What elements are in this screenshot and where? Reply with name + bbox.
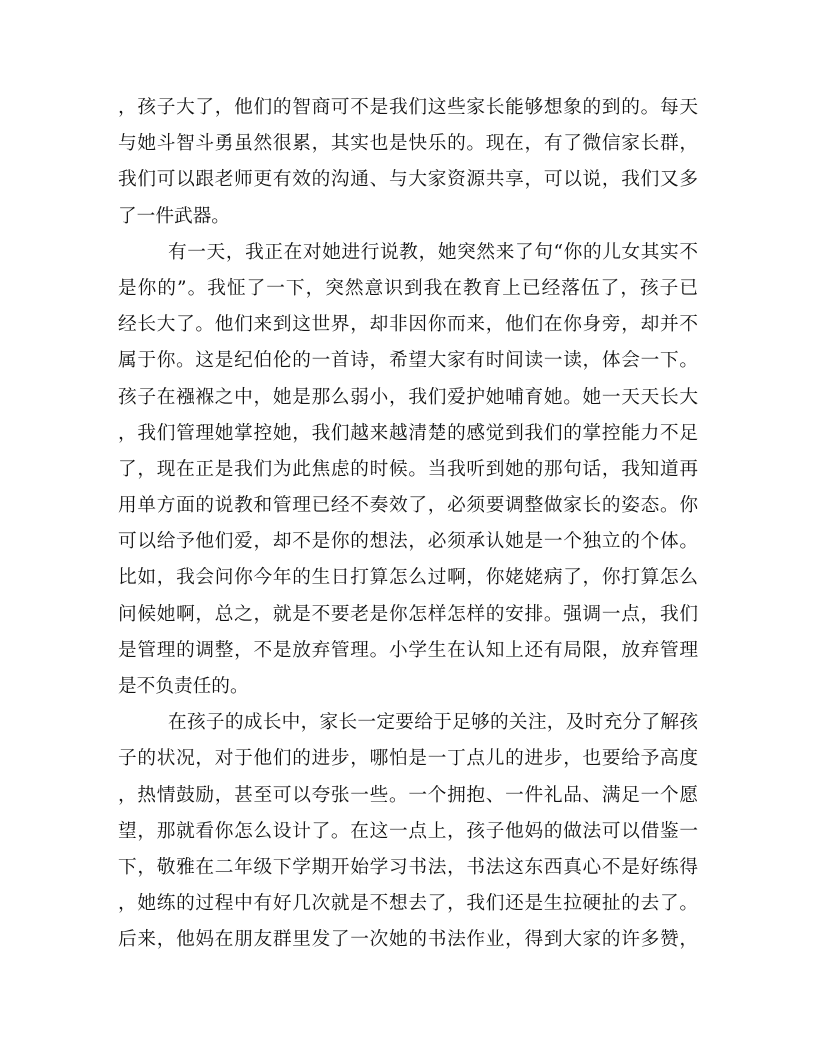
text-line: ，我们管理她掌控她，我们越来越清楚的感觉到我们的掌控能力不足 xyxy=(118,422,698,444)
text-line: 后来，他妈在朋友群里发了一次她的书法作业，得到大家的许多赞， xyxy=(118,929,698,951)
text-line: ，她练的过程中有好几次就是不想去了，我们还是生拉硬扯的去了。 xyxy=(118,893,698,915)
text-line: 有一天，我正在对她进行说教，她突然来了句“你的儿女其实不 xyxy=(168,241,698,263)
text-line: 属于你。这是纪伯伦的一首诗，希望大家有时间读一读，体会一下。 xyxy=(118,350,698,372)
paragraph-1 xyxy=(118,90,698,235)
text-line: 是不负责任的。 xyxy=(118,676,249,697)
text-line: 是管理的调整，不是放弃管理。小学生在认知上还有局限，放弃管理 xyxy=(118,639,698,661)
text-line: ，热情鼓励，甚至可以夸张一些。一个拥抱、一件礼品、满足一个愿 xyxy=(118,784,698,806)
text-line: 我们可以跟老师更有效的沟通、与大家资源共享，可以说，我们又多 xyxy=(118,169,698,191)
paragraph-2 xyxy=(118,235,698,705)
text-line: 子的状况，对于他们的进步，哪怕是一丁点儿的进步，也要给予高度 xyxy=(118,748,698,770)
text-line: 可以给予他们爱，却不是你的想法，必须承认她是一个独立的个体。 xyxy=(118,531,698,553)
text-line: 望，那就看你怎么设计了。在这一点上，孩子他妈的做法可以借鉴一 xyxy=(118,820,698,842)
text-line: 是你的”。我怔了一下，突然意识到我在教育上已经落伍了，孩子已 xyxy=(118,277,698,299)
text-line: 用单方面的说教和管理已经不奏效了，必须要调整做家长的姿态。你 xyxy=(118,495,698,517)
document-body xyxy=(118,90,698,959)
text-line: 孩子在襁褓之中，她是那么弱小，我们爱护她哺育她。她一天天长大 xyxy=(118,386,698,408)
text-line: 了，现在正是我们为此焦虑的时候。当我听到她的那句话，我知道再 xyxy=(118,458,698,480)
text-line: 问候她啊，总之，就是不要老是你怎样怎样的安排。强调一点，我们 xyxy=(118,603,698,625)
text-line: 了一件武器。 xyxy=(118,205,230,227)
text-line: ，孩子大了，他们的智商可不是我们这些家长能够想象的到的。每天 xyxy=(118,97,698,118)
text-line: 在孩子的成长中，家长一定要给于足够的关注，及时充分了解孩 xyxy=(168,712,698,734)
paragraph-3 xyxy=(118,705,698,958)
text-line: 比如，我会问你今年的生日打算怎么过啊，你姥姥病了，你打算怎么 xyxy=(118,567,698,589)
text-line: 经长大了。他们来到这世界，却非因你而来，他们在你身旁，却并不 xyxy=(118,314,698,336)
text-line: 与她斗智斗勇虽然很累，其实也是快乐的。现在，有了微信家长群， xyxy=(118,133,698,155)
text-line: 下，敬雅在二年级下学期开始学习书法，书法这东西真心不是好练得 xyxy=(118,856,698,878)
